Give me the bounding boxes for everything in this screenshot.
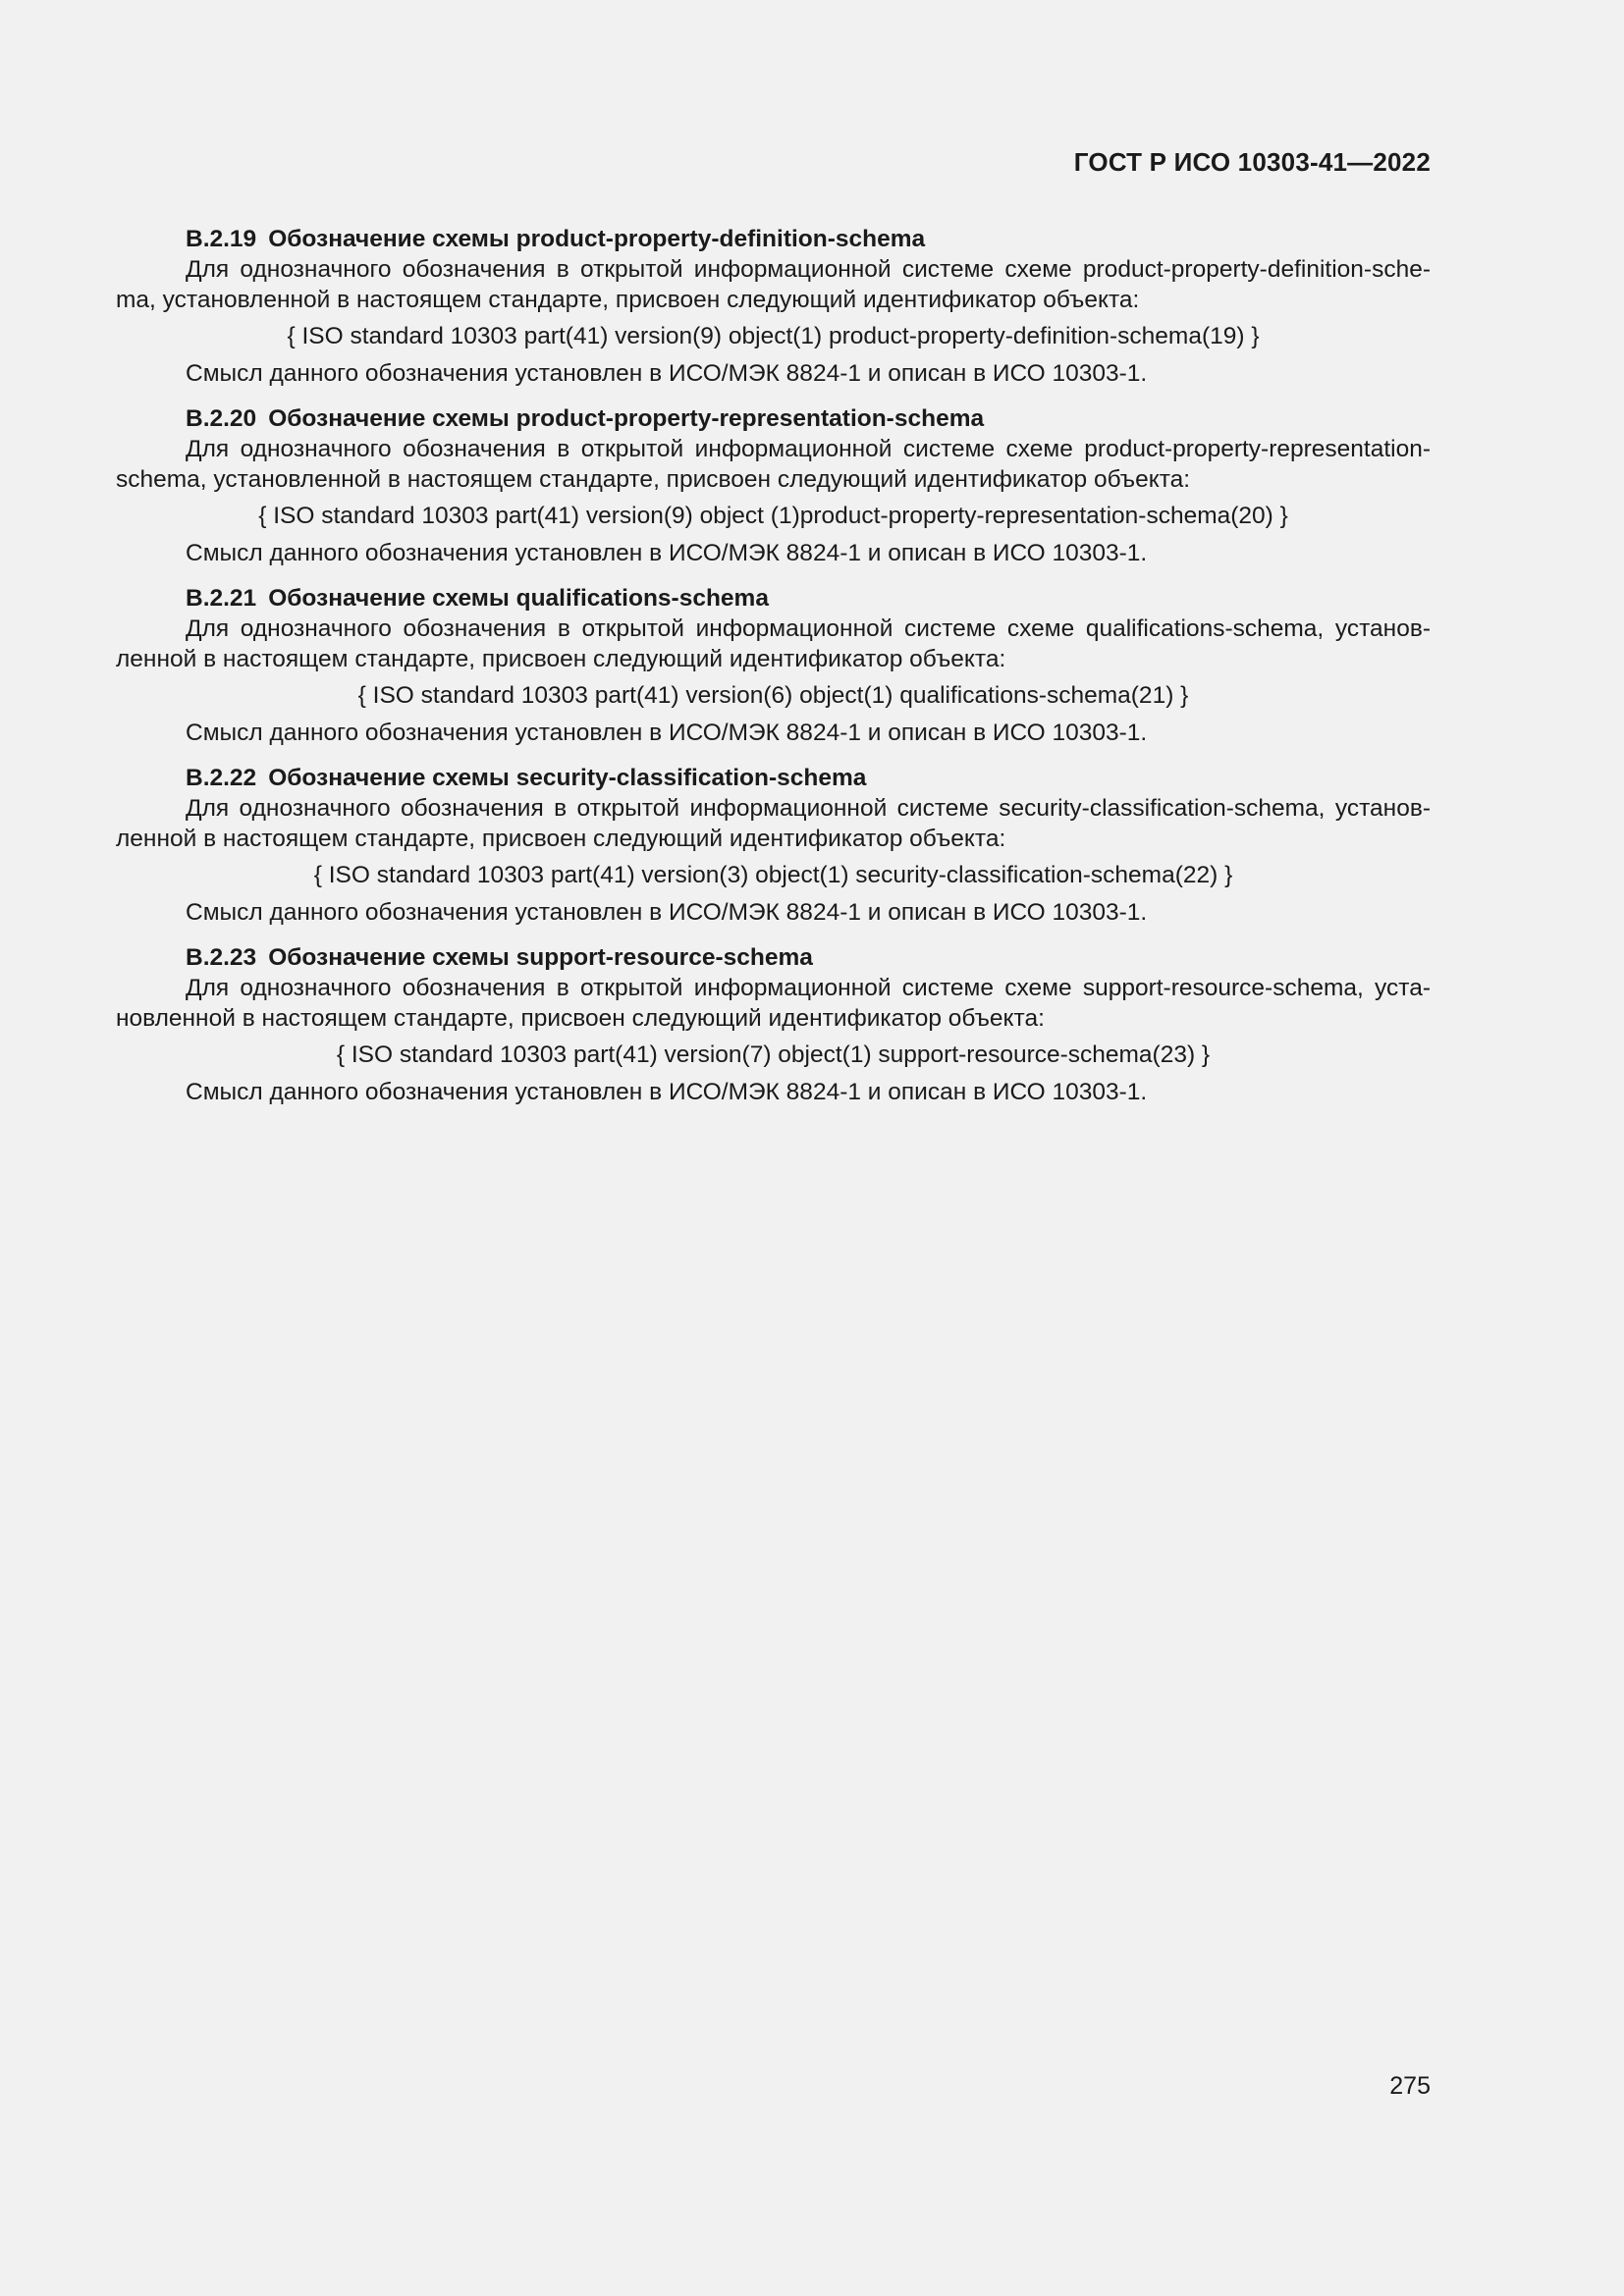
section-number: B.2.21 [186, 585, 257, 612]
section-text: Для однозначного обозначения в открытой информационной системе схеме product-property-representation-schema, установленной в настоящем стандарте, присвоен следующий идентификатор объекта: [116, 436, 1431, 493]
section-heading [116, 403, 1431, 434]
section-title: Обозначение схемы qualifications-schema [268, 585, 769, 612]
object-identifier: { ISO standard 10303 part(41) version(3) object(1) security-classification-schema(22) } [313, 862, 1233, 888]
section-heading [116, 942, 1431, 973]
section-text: Для однозначного обозначения в открытой информационной системе схеме product-property-definition-sche-ma, установленной в настоящем стандарте, присвоен следующий идентификатор объекта: [116, 256, 1431, 313]
object-identifier: { ISO standard 10303 part(41) version(9) object (1)product-property-representation-schema(20) } [258, 503, 1288, 529]
section-b-2-21 [116, 583, 1431, 748]
object-identifier: { ISO standard 10303 part(41) version(7) object(1) support-resource-schema(23) } [336, 1041, 1211, 1068]
meaning-note: Смысл данного обозначения установлен в ИСО/МЭК 8824-1 и описан в ИСО 10303-1. [186, 360, 1148, 387]
section-title: Обозначение схемы support-resource-schema [268, 944, 813, 971]
section-b-2-19 [116, 224, 1431, 389]
section-text: Для однозначного обозначения в открытой информационной системе security-classification-schema, установ-ленной в настоящем стандарте, присвоен следующий идентификатор объекта: [116, 795, 1431, 852]
meaning-note: Смысл данного обозначения установлен в ИСО/МЭК 8824-1 и описан в ИСО 10303-1. [186, 1079, 1148, 1105]
page-content [116, 224, 1431, 1122]
meaning-note: Смысл данного обозначения установлен в ИСО/МЭК 8824-1 и описан в ИСО 10303-1. [186, 899, 1148, 926]
section-title: Обозначение схемы product-property-definition-schema [268, 226, 926, 252]
object-identifier: { ISO standard 10303 part(41) version(6) object(1) qualifications-schema(21) } [357, 682, 1189, 709]
section-b-2-22 [116, 763, 1431, 928]
section-text: Для однозначного обозначения в открытой информационной системе схеме support-resource-schema, уста-новленной в настоящем стандарте, присвоен следующий идентификатор объекта: [116, 975, 1431, 1032]
section-text: Для однозначного обозначения в открытой информационной системе схеме qualifications-schema, установ-ленной в настоящем стандарте, присвоен следующий идентификатор объекта: [116, 615, 1431, 672]
object-identifier: { ISO standard 10303 part(41) version(9) object(1) product-property-definition-schema(19) } [287, 323, 1260, 349]
section-number: B.2.20 [186, 405, 257, 432]
section-title: Обозначение схемы product-property-representation-schema [268, 405, 985, 432]
section-heading [116, 583, 1431, 614]
section-b-2-20 [116, 403, 1431, 568]
section-heading [116, 224, 1431, 254]
section-number: B.2.23 [186, 944, 257, 971]
section-title: Обозначение схемы security-classification-schema [268, 765, 867, 791]
section-number: B.2.22 [186, 765, 257, 791]
meaning-note: Смысл данного обозначения установлен в ИСО/МЭК 8824-1 и описан в ИСО 10303-1. [186, 540, 1148, 566]
section-heading [116, 763, 1431, 793]
meaning-note: Смысл данного обозначения установлен в ИСО/МЭК 8824-1 и описан в ИСО 10303-1. [186, 720, 1148, 746]
section-b-2-23 [116, 942, 1431, 1107]
page-number: 275 [1389, 2072, 1431, 2100]
section-number: B.2.19 [186, 226, 257, 252]
document-code-header: ГОСТ Р ИСО 10303-41—2022 [1073, 147, 1431, 177]
